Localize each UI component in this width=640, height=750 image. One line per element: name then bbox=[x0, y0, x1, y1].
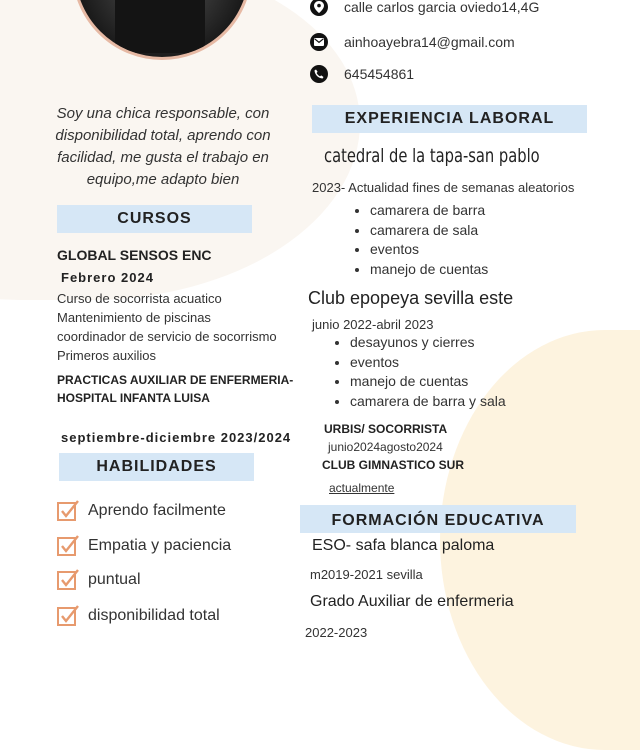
envelope-icon bbox=[310, 33, 328, 51]
checkbox-icon bbox=[56, 499, 80, 523]
skill-item bbox=[56, 567, 141, 593]
cursos-date: Febrero 2024 bbox=[61, 270, 154, 285]
skill-text: puntual bbox=[88, 571, 141, 588]
contact-email-text[interactable]: ainhoayebra14@gmail.com bbox=[344, 34, 515, 50]
job2-task: • manejo de cuentas bbox=[350, 372, 506, 392]
job1-place: catedral de la tapa-san pablo bbox=[324, 145, 540, 167]
contact-address bbox=[310, 0, 539, 18]
contact-email[interactable] bbox=[310, 31, 515, 53]
job1-task: • camarera de sala bbox=[370, 221, 488, 241]
contact-phone-text: 645454861 bbox=[344, 66, 415, 82]
edu1-name: ESO- safa blanca paloma bbox=[312, 537, 495, 554]
phone-icon bbox=[310, 65, 328, 83]
curso-item: Primeros auxilios bbox=[57, 348, 156, 363]
job3-role: URBIS/ SOCORRISTA bbox=[324, 422, 448, 436]
cursos-title: CURSOS bbox=[57, 205, 252, 233]
intro-text: Soy una chica responsable, con disponibilidad total, aprendo con facilidad, me gusta el trabajo en equipo,me adapto bien bbox=[55, 105, 271, 188]
job2-period: junio 2022-abril 2023 bbox=[312, 317, 434, 332]
skill-text: Aprendo facilmente bbox=[88, 502, 226, 519]
job1-tasks bbox=[352, 201, 488, 279]
formacion-title: FORMACIÓN EDUCATIVA bbox=[300, 505, 576, 533]
curso-item: Curso de socorrista acuatico bbox=[57, 291, 222, 306]
job2-task: • eventos bbox=[350, 353, 506, 373]
checkbox-icon bbox=[56, 534, 80, 558]
practicas-date: septiembre-diciembre 2023/2024 bbox=[61, 430, 292, 445]
skill-text: disponibilidad total bbox=[88, 607, 220, 624]
job3-current: actualmente bbox=[329, 481, 395, 495]
edu2-period: 2022-2023 bbox=[305, 625, 368, 640]
skill-item bbox=[56, 603, 220, 629]
cursos-items bbox=[57, 289, 277, 365]
job2-task: • desayunos y cierres bbox=[350, 333, 506, 353]
job2-task: • camarera de barra y sala bbox=[350, 392, 506, 412]
job3-place: CLUB GIMNASTICO SUR bbox=[322, 458, 464, 472]
edu2-name: Grado Auxiliar de enfermeria bbox=[310, 593, 514, 610]
checkbox-icon bbox=[56, 604, 80, 628]
contact-address-text: calle carlos garcia oviedo14,4G bbox=[344, 0, 540, 15]
curso-item: Mantenimiento de piscinas bbox=[57, 310, 211, 325]
skill-text: Empatia y paciencia bbox=[88, 537, 232, 554]
cursos-org: GLOBAL SENSOS ENC bbox=[57, 247, 212, 263]
experiencia-title: EXPERIENCIA LABORAL bbox=[312, 105, 587, 133]
skill-item bbox=[56, 533, 231, 559]
edu1-period: m2019-2021 sevilla bbox=[310, 567, 423, 582]
job2-place: Club epopeya sevilla este bbox=[308, 288, 514, 308]
job1-task: • eventos bbox=[370, 240, 488, 260]
practicas-title: PRACTICAS AUXILIAR DE ENFERMERIA- HOSPITAL INFANTA LUISA bbox=[57, 373, 294, 405]
curso-item: coordinador de servicio de socorrismo bbox=[57, 329, 277, 344]
job1-task: • manejo de cuentas bbox=[370, 260, 488, 280]
job3-period: junio2024agosto2024 bbox=[328, 440, 443, 454]
contact-phone bbox=[310, 63, 414, 85]
checkbox-icon bbox=[56, 568, 80, 592]
location-pin-icon bbox=[310, 0, 328, 16]
job1-task: • camarera de barra bbox=[370, 201, 488, 221]
skill-item bbox=[56, 498, 226, 524]
habilidades-title: HABILIDADES bbox=[59, 453, 254, 481]
job2-tasks bbox=[332, 333, 506, 411]
job1-period: 2023- Actualidad fines de semanas aleatorios bbox=[312, 180, 575, 195]
photo-hair bbox=[115, 0, 205, 53]
